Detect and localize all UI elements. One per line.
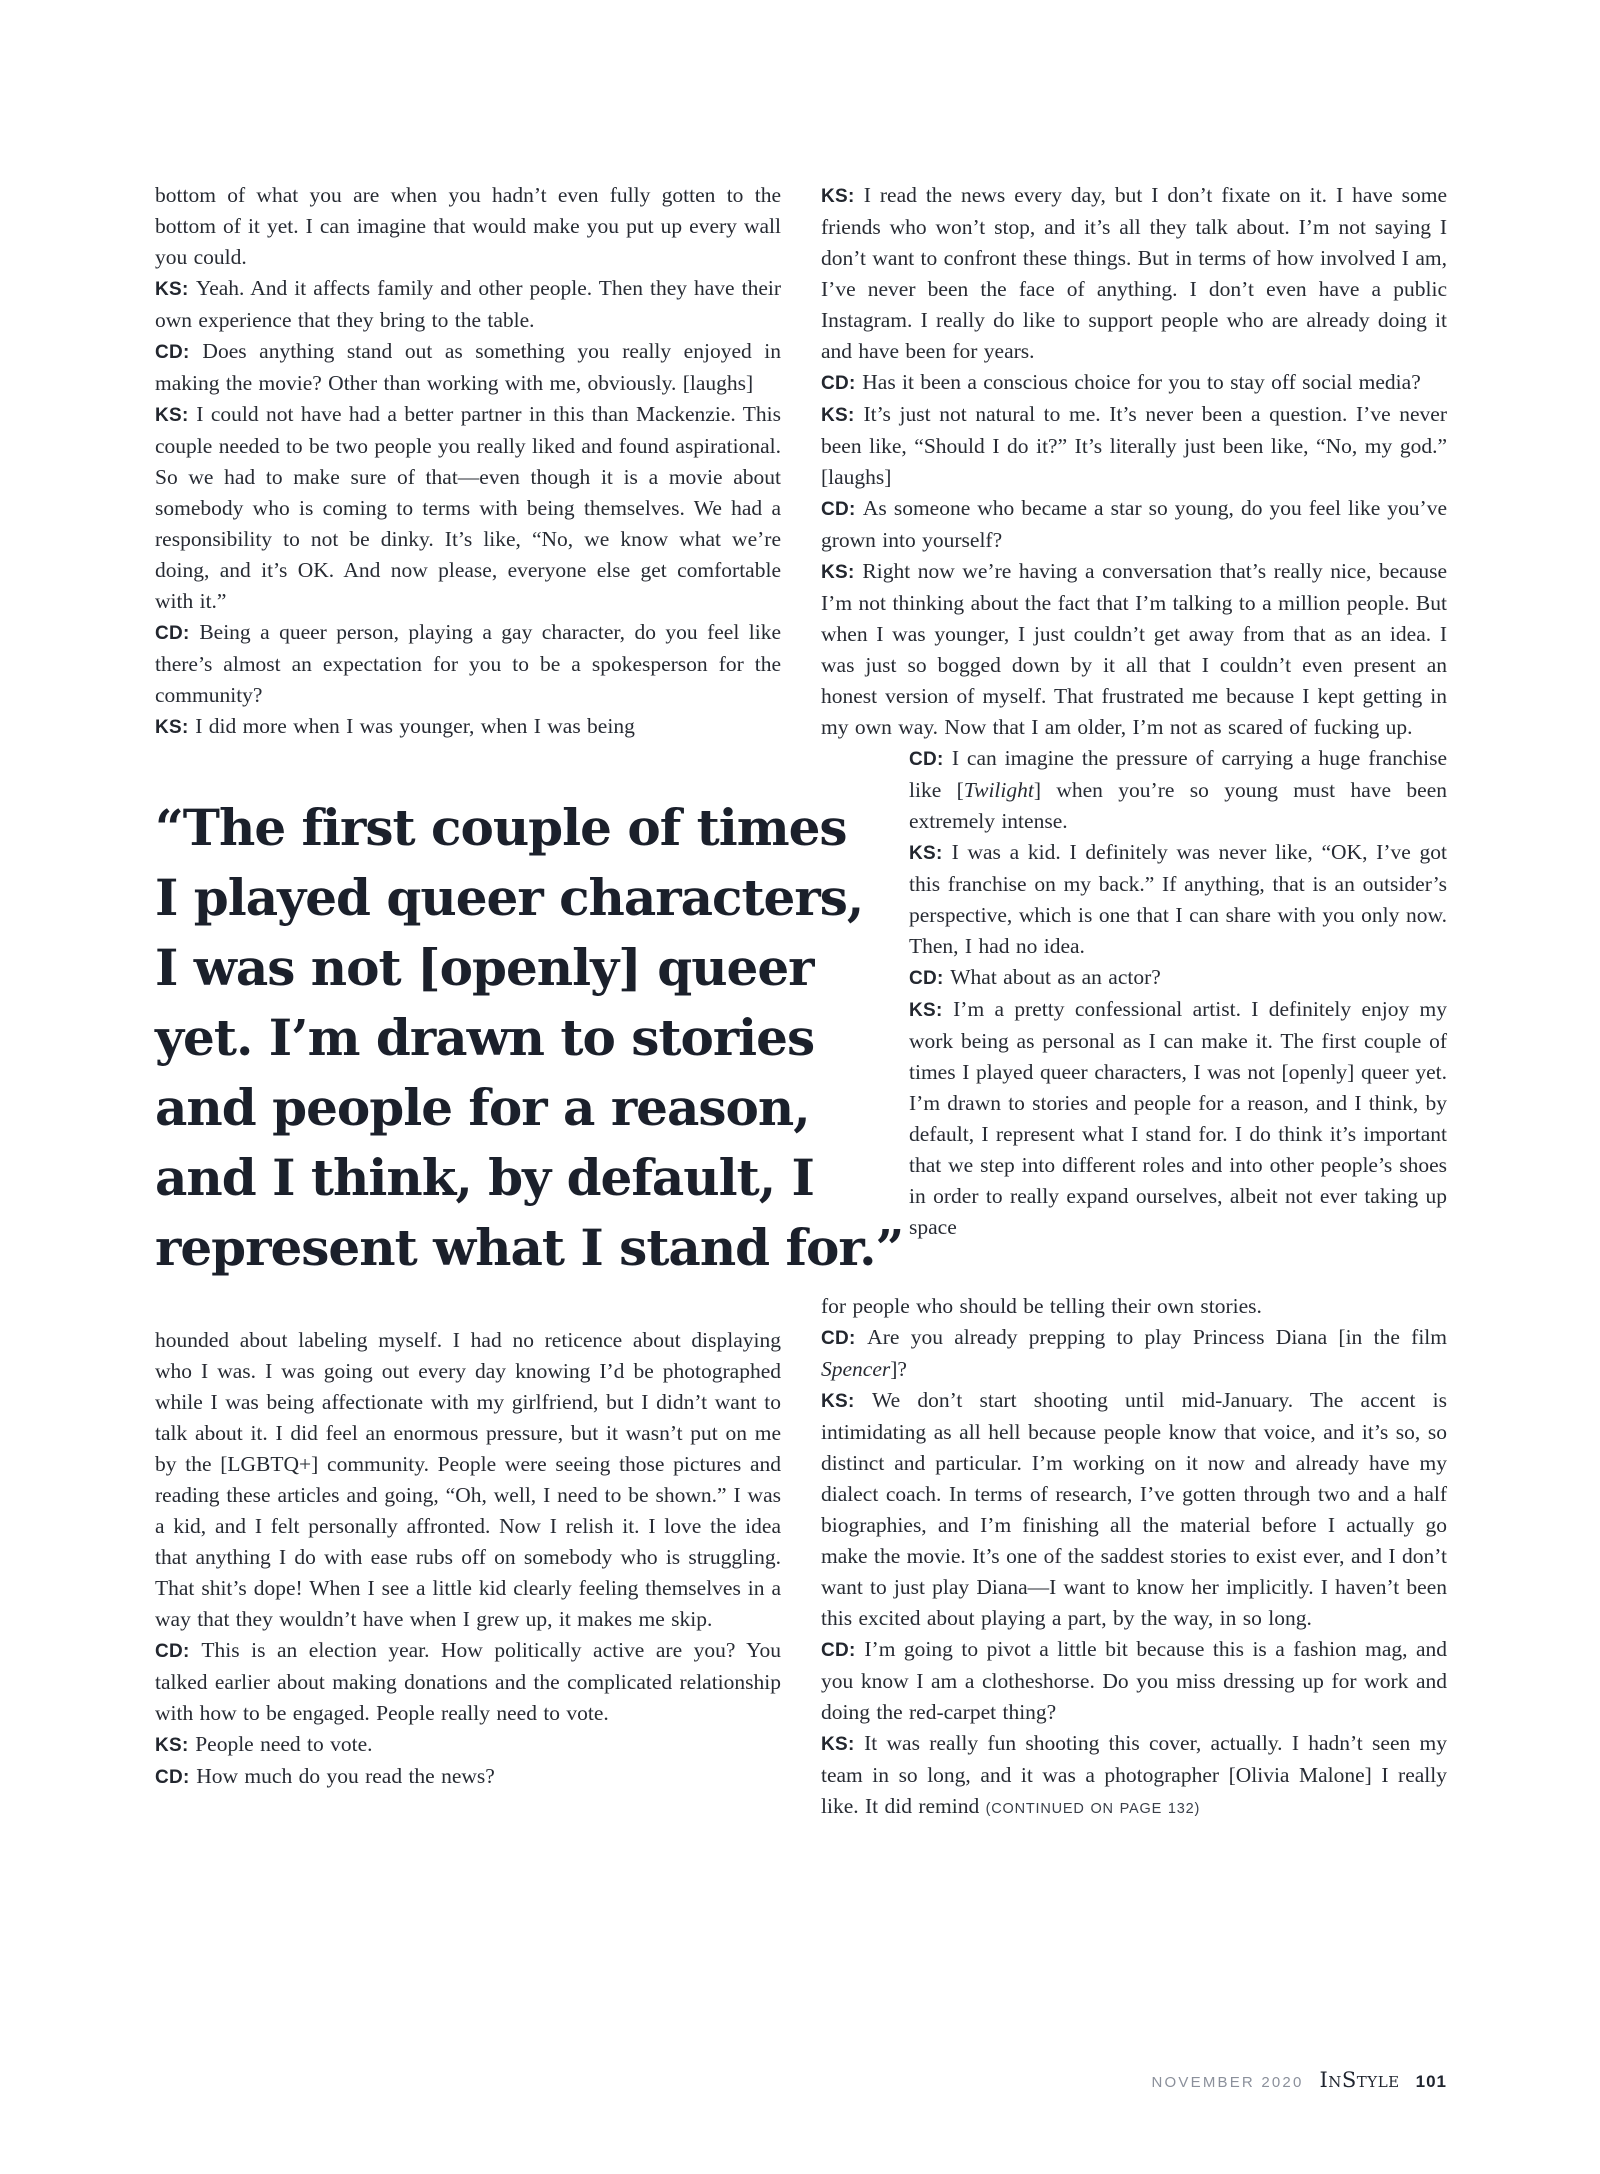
- dialog-paragraph: [821, 399, 1447, 493]
- right-column: [821, 180, 1447, 1825]
- right-column-top-text: [821, 180, 1447, 743]
- speaker-label: KS:: [821, 562, 863, 583]
- speaker-label: CD:: [821, 499, 863, 520]
- dialog-text: What about as an actor?: [950, 965, 1161, 989]
- dialog-paragraph: [155, 273, 781, 336]
- dialog-paragraph: [155, 1761, 781, 1793]
- dialog-paragraph: [821, 493, 1447, 556]
- speaker-label: CD:: [155, 1767, 197, 1788]
- pull-quote-line: and I think, by default, I: [155, 1148, 814, 1207]
- dialog-paragraph: [821, 556, 1447, 743]
- dialog-text: This is an election year. How politically active are you? You talked earlier about making donations and the complicated relationship with how to be engaged. People really need to vote.: [155, 1638, 781, 1725]
- dialog-text: Being a queer person, playing a gay character, do you feel like there’s almost an expectation for you to be a spokesperson for the community?: [155, 620, 781, 707]
- pull-quote: [155, 793, 904, 1283]
- left-column-top-text: [155, 180, 781, 743]
- dialog-paragraph: [821, 367, 1447, 399]
- page-footer: [1152, 2068, 1447, 2092]
- dialog-paragraph: [155, 1635, 781, 1729]
- speaker-label: KS:: [155, 717, 196, 738]
- dialog-text: It’s just not natural to me. It’s never been a question. I’ve never been like, “Should I do it?” It’s literally just been like, “No, my god.” [laughs]: [821, 402, 1447, 489]
- dialog-paragraph: [155, 1325, 781, 1635]
- right-column-indented-text: [909, 743, 1447, 1243]
- speaker-label: KS:: [155, 1735, 196, 1756]
- dialog-paragraph: [821, 1322, 1447, 1385]
- dialog-text: I’m going to pivot a little bit because this is a fashion mag, and you know I am a clotheshorse. Do you miss dressing up for work and doing the red-carpet thing?: [821, 1637, 1448, 1724]
- dialog-text: Yeah. And it affects family and other people. Then they have their own experience that they bring to the table.: [155, 276, 781, 332]
- speaker-label: CD:: [155, 1641, 202, 1662]
- speaker-label: CD:: [909, 968, 951, 989]
- speaker-label: CD:: [155, 623, 200, 644]
- speaker-label: CD:: [821, 373, 863, 394]
- footer-brand: InStyle: [1319, 2068, 1400, 2092]
- dialog-text: Are you already prepping to play Princess Diana [in the film: [867, 1325, 1447, 1349]
- dialog-paragraph: [155, 1729, 781, 1761]
- right-column-bottom-text: [821, 1291, 1447, 1825]
- dialog-text: It was really fun shooting this cover, actually. I hadn’t seen my team in so long, and it was a photographer [Olivia Malone] I really like. It did remind: [821, 1731, 1447, 1818]
- speaker-label: KS:: [155, 279, 196, 300]
- dialog-text: bottom of what you are when you hadn’t even fully gotten to the bottom of it yet. I can imagine that would make you put up every wall you could.: [155, 183, 781, 269]
- dialog-text: How much do you read the news?: [196, 1764, 495, 1788]
- dialog-text: Right now we’re having a conversation that’s really nice, because I’m not thinking about the fact that I’m talking to a million people. But when I was younger, I just couldn’t get away from that as an idea. I was just so bogged down by it all that I couldn’t even present an honest version of myself. That frustrated me because I kept getting in my own way. Now that I am older, I’m not as scared of fucking up.: [821, 559, 1447, 739]
- dialog-text: People need to vote.: [195, 1732, 373, 1756]
- dialog-text: As someone who became a star so young, do you feel like you’ve grown into yourself?: [821, 496, 1447, 552]
- dialog-text: I was a kid. I definitely was never like, “OK, I’ve got this franchise on my back.” If anything, that is an outsider’s perspective, which is one that I can share with you only now. Then, I had no idea.: [909, 840, 1447, 958]
- italic-title: Twilight: [963, 778, 1034, 802]
- dialog-paragraph: [821, 1291, 1447, 1322]
- pull-quote-line: I played queer characters,: [155, 868, 864, 927]
- footer-page-number: 101: [1415, 2072, 1447, 2091]
- dialog-paragraph: [821, 180, 1447, 367]
- speaker-label: KS:: [909, 843, 952, 864]
- dialog-text: I can imagine the pressure of carrying a huge franchise like [: [909, 746, 1447, 802]
- dialog-paragraph: [155, 336, 781, 399]
- dialog-paragraph: [155, 399, 781, 617]
- dialog-text: ] when you’re so young must have been extremely intense.: [909, 778, 1447, 833]
- pull-quote-line: yet. I’m drawn to stories: [155, 1008, 815, 1067]
- dialog-text: I could not have had a better partner in this than Mackenzie. This couple needed to be two people you really liked and found aspirational. So we had to make sure of that—even though it is a movie about somebody who is coming to terms with being themselves. We had a responsibility to not be dinky. It’s like, “No, we know what we’re doing, and it’s OK. And now please, everyone else get comfortable with it.”: [155, 402, 781, 613]
- dialog-text: I’m a pretty confessional artist. I definitely enjoy my work being as personal as I can make it. The first couple of times I played queer characters, I was not [openly] queer yet. I’m drawn to stories and people for a reason, and I think, by default, I represent what I stand for. I do think it’s important that we step into different roles and into other people’s shoes in order to really expand ourselves, albeit not ever taking up space: [909, 997, 1447, 1239]
- dialog-paragraph: [821, 1634, 1447, 1728]
- italic-title: Spencer: [821, 1357, 891, 1381]
- dialog-paragraph: [821, 1728, 1447, 1825]
- dialog-paragraph: [909, 837, 1447, 962]
- footer-issue-date: NOVEMBER 2020: [1151, 2074, 1304, 2091]
- dialog-text: I read the news every day, but I don’t fixate on it. I have some friends who won’t stop, and it’s all they talk about. I’m not saying I don’t want to confront these things. But in terms of how involved I am, I’ve never been the face of anything. I don’t even have a public Instagram. I really do like to support people who are already doing it and have been for years.: [821, 183, 1447, 363]
- left-column-bottom-text: [155, 1325, 781, 1793]
- speaker-label: KS:: [909, 1000, 954, 1021]
- speaker-label: KS:: [821, 1734, 865, 1755]
- dialog-paragraph: [909, 962, 1447, 994]
- dialog-paragraph: [821, 1385, 1447, 1634]
- speaker-label: KS:: [821, 405, 864, 426]
- speaker-label: CD:: [909, 749, 952, 770]
- pull-quote-line: “The first couple of times: [155, 798, 847, 857]
- speaker-label: KS:: [155, 405, 197, 426]
- continued-note: (CONTINUED ON PAGE 132): [985, 1801, 1201, 1817]
- speaker-label: CD:: [821, 1328, 868, 1349]
- dialog-text: ]?: [890, 1357, 907, 1381]
- dialog-text: We don’t start shooting until mid-January. The accent is intimidating as all hell because people know that voice, and it’s so, so distinct and particular. I’m working on it now and already have my dialect coach. In terms of research, I’ve gotten through two and a half biographies, and I’m finishing all the material before I actually go make the movie. It’s one of the saddest stories to exist ever, and I don’t want to just play Diana—I want to know her implicitly. I haven’t been this excited about playing a part, by the way, in so long.: [821, 1388, 1447, 1630]
- dialog-text: for people who should be telling their own stories.: [821, 1294, 1262, 1318]
- dialog-paragraph: [155, 180, 781, 273]
- speaker-label: CD:: [821, 1640, 865, 1661]
- dialog-paragraph: [909, 994, 1447, 1243]
- speaker-label: CD:: [155, 342, 203, 363]
- dialog-paragraph: [909, 743, 1447, 837]
- dialog-text: hounded about labeling myself. I had no reticence about displaying who I was. I was going out every day knowing I’d be photographed while I was being affectionate with my girlfriend, but I didn’t want to talk about it. I did feel an enormous pressure, but it wasn’t put on me by the [LGBTQ+] community. People were seeing those pictures and reading these articles and going, “Oh, well, I need to be shown.” I was a kid, and I felt personally affronted. Now I relish it. I love the idea that anything I do with ease rubs off on somebody who is struggling. That shit’s dope! When I see a little kid clearly feeling themselves in a way that they wouldn’t have when I grew up, it makes me skip.: [155, 1328, 781, 1631]
- pull-quote-line: I was not [openly] queer: [155, 938, 814, 997]
- dialog-text: I did more when I was younger, when I was being: [195, 714, 635, 738]
- speaker-label: KS:: [821, 1391, 873, 1412]
- dialog-text: Has it been a conscious choice for you to stay off social media?: [862, 370, 1421, 394]
- speaker-label: KS:: [821, 186, 864, 207]
- dialog-paragraph: [155, 617, 781, 711]
- dialog-paragraph: [155, 711, 781, 743]
- pull-quote-line: represent what I stand for.”: [155, 1218, 904, 1277]
- pull-quote-line: and people for a reason,: [155, 1078, 810, 1137]
- dialog-text: Does anything stand out as something you really enjoyed in making the movie? Other than working with me, obviously. [laughs]: [155, 339, 782, 395]
